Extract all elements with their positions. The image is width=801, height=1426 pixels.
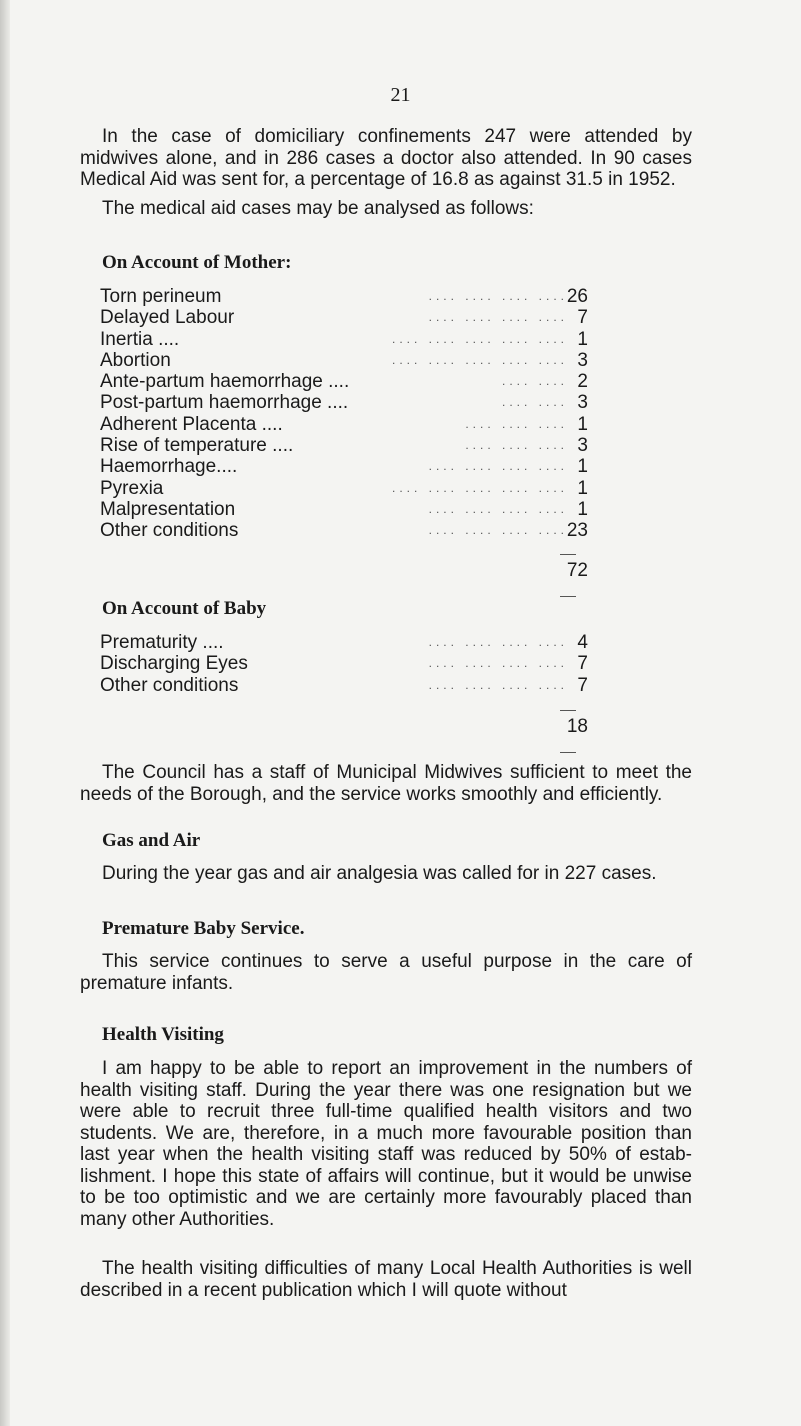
table-mother [100,286,600,542]
leader-dots: .... .... .... .... .... [391,352,568,367]
row-value: 1 [577,498,588,520]
paragraph-health-visiting-1: I am happy to be able to report an improvement in the numbers of health visiting staff. During the year there was one resignation but we were able to recruit three full-time qualified health visitors and two students. We are, therefore, in a much more favourable position than last year when the health visiting staff was reduced by 50% of estab- lishment. I hope this state of affairs will continue, but it would be unwise to be too optimistic and we are certainly more favourably placed than many other Authorities. [80,1058,692,1230]
leader-dots: .... .... .... .... [428,523,568,538]
row-label: Pyrexia [100,477,164,499]
row-label: Rise of temperature .... [100,435,294,457]
row-label: Other conditions [100,674,239,696]
leader-dots: .... .... .... [465,438,568,453]
table-row [100,456,600,477]
leader-dots: .... .... [501,395,568,410]
row-value: 1 [577,413,588,435]
page-number: 21 [390,84,411,106]
table-row [100,392,600,413]
mother-total: 72 [566,560,588,581]
heading-mother: On Account of Mother: [102,252,292,273]
row-label: Delayed Labour [100,307,235,329]
leader-dots: .... .... .... .... [428,677,568,692]
row-label: Torn perineum [100,286,222,307]
row-label: Malpresentation [100,498,236,520]
table-baby [100,632,600,696]
table-row [100,653,600,674]
leader-dots: .... .... .... .... [428,459,568,474]
table-row [100,329,600,350]
leader-dots: .... .... [501,374,568,389]
row-value: 7 [577,674,588,696]
row-label: Discharging Eyes [100,653,248,675]
table-row [100,499,600,520]
table-row [100,350,600,371]
row-label: Prematurity .... [100,632,224,653]
row-value: 3 [577,392,588,414]
leader-dots: .... .... .... .... [428,310,568,325]
row-label: Inertia .... [100,328,180,350]
row-label: Other conditions [100,520,239,542]
row-label: Abortion [100,349,171,371]
leader-dots: .... .... .... .... [428,289,568,303]
table-row [100,478,600,499]
table-row [100,307,600,328]
heading-baby: On Account of Baby [102,598,267,619]
row-label: Ante-partum haemorrhage .... [100,371,350,393]
paragraph-analysis-intro: The medical aid cases may be analysed as follows: [102,198,534,219]
row-label: Haemorrhage.... [100,456,238,478]
row-value: 3 [577,349,588,371]
paragraph-premature-baby: This service continues to serve a useful purpose in the care of premature infants. [80,951,692,994]
leader-dots: .... .... .... .... .... [391,480,568,495]
paragraph-health-visiting-2: The health visiting difficulties of many Local Health Authorities is well described in a recent publication which I will quote without [80,1258,692,1301]
row-value: 1 [577,477,588,499]
paragraph-domiciliary: In the case of domiciliary confinements 247 were attended by midwives alone, and in 286 cases a doctor also attended. In 90 cases Medical Aid was sent for, a percentage of 16.8 as against 31.5 in 1952. [80,126,692,190]
table-row [100,286,600,307]
sum-rule-bottom [560,596,576,597]
heading-gas-and-air: Gas and Air [102,830,201,851]
row-value: 1 [577,456,588,478]
row-value: 7 [577,307,588,329]
row-label: Adherent Placenta .... [100,413,283,435]
page-edge [0,0,10,1426]
table-row [100,632,600,653]
sum-rule-top [560,710,576,711]
row-value: 26 [566,286,588,307]
row-value: 1 [577,328,588,350]
baby-total: 18 [566,716,588,737]
table-row [100,520,600,541]
table-row [100,371,600,392]
table-row [100,414,600,435]
heading-premature-baby: Premature Baby Service. [102,918,305,939]
leader-dots: .... .... .... .... [428,635,568,649]
sum-rule-top [560,554,576,555]
table-row [100,435,600,456]
sum-rule-bottom [560,752,576,753]
paragraph-gas-and-air: During the year gas and air analgesia was called for in 227 cases. [102,863,657,884]
row-value: 3 [577,435,588,457]
heading-health-visiting: Health Visiting [102,1024,224,1045]
row-value: 23 [566,520,588,542]
row-label: Post-partum haemorrhage .... [100,392,349,414]
leader-dots: .... .... .... .... .... [391,331,568,346]
leader-dots: .... .... .... [465,416,568,431]
paragraph-council: The Council has a staff of Municipal Midwives sufficient to meet the needs of the Borough, and the service works smoothly and efficiently. [80,762,692,805]
leader-dots: .... .... .... .... [428,656,568,671]
row-value: 4 [577,632,588,653]
table-row [100,675,600,696]
leader-dots: .... .... .... .... [428,501,568,516]
row-value: 2 [577,371,588,393]
row-value: 7 [577,653,588,675]
